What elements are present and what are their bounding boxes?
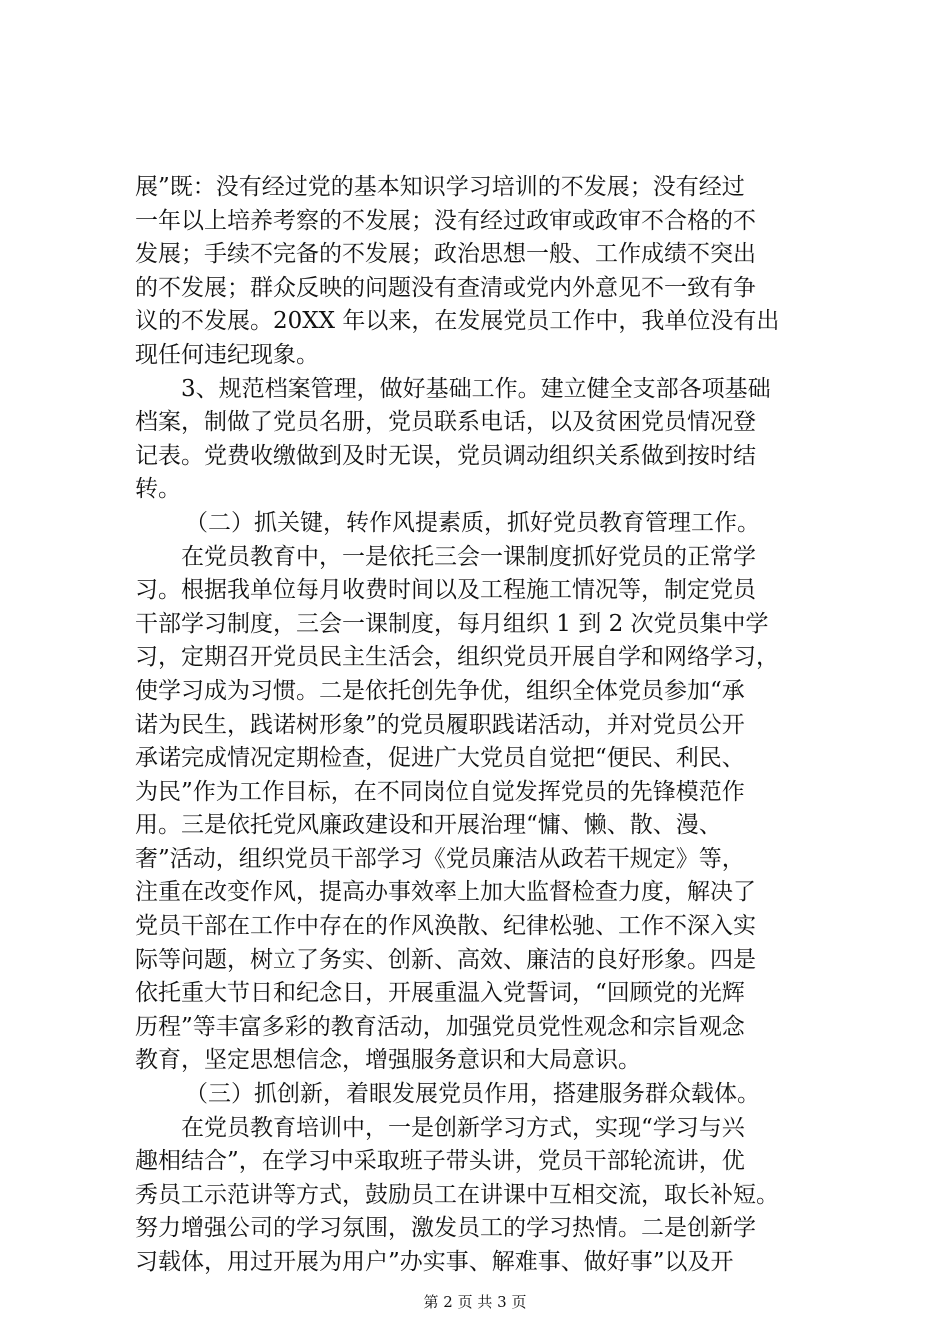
text-line: 教育，坚定思想信念，增强服务意识和大局意识。 — [135, 1047, 641, 1074]
text-line: 承诺完成情况定期检查，促进广大党员自觉把“便民、利民、 — [135, 745, 745, 772]
text-line: 奢”活动，组织党员干部学习《党员廉洁从政若干规定》等， — [135, 845, 745, 872]
text-line: 发展；手续不完备的不发展；政治思想一般、工作成绩不突出 — [135, 241, 756, 268]
text-line: 在党员教育中，一是依托三会一课制度抓好党员的正常学 — [181, 543, 756, 570]
text-line: 用。三是依托党风廉政建设和开展治理“慵、懒、散、漫、 — [135, 812, 722, 839]
section-heading: （三）抓创新，着眼发展党员作用，搭建服务群众载体。 — [185, 1081, 760, 1108]
text-line: 习，定期召开党员民主生活会，组织党员开展自学和网络学习， — [135, 644, 779, 671]
page-footer — [0, 1292, 950, 1312]
text-line: 努力增强公司的学习氛围，激发员工的学习热情。二是创新学 — [135, 1215, 756, 1242]
text-line: 现任何违纪现象。 — [135, 341, 319, 368]
text-line: 使学习成为习惯。二是依托创先争优，组织全体党员参加“承 — [135, 677, 745, 704]
text-line: 转。 — [135, 476, 181, 503]
text-line: 一年以上培养考察的不发展；没有经过政审或政审不合格的不 — [135, 207, 756, 234]
text-line: 历程”等丰富多彩的教育活动，加强党员党性观念和宗旨观念 — [135, 1013, 745, 1040]
text-line: 为民”作为工作目标，在不同岗位自觉发挥党员的先锋模范作 — [135, 778, 745, 805]
text-line: 际等问题，树立了务实、创新、高效、廉洁的良好形象。四是 — [135, 946, 756, 973]
page-number: 第 2 页 共 3 页 — [423, 1293, 527, 1311]
text-line: 习载体，用过开展为用户”办实事、解难事、做好事”以及开 — [135, 1249, 734, 1275]
text-line: 趣相结合”，在学习中采取班子带头讲，党员干部轮流讲，优 — [135, 1148, 745, 1175]
text-line: 档案，制做了党员名册，党员联系电话，以及贫困党员情况登 — [135, 409, 756, 436]
text-line: 议的不发展。20XX 年以来，在发展党员工作中，我单位没有出 — [135, 308, 780, 335]
text-line: 秀员工示范讲等方式，鼓励员工在讲课中互相交流，取长补短。 — [135, 1181, 779, 1208]
text-line: 诺为民生，践诺树形象”的党员履职践诺活动，并对党员公开 — [135, 711, 745, 738]
text-line: 依托重大节日和纪念日，开展重温入党誓词，“回顾党的光辉 — [135, 980, 745, 1007]
text-line: 在党员教育培训中，一是创新学习方式，实现“学习与兴 — [181, 1114, 745, 1141]
text-line: 党员干部在工作中存在的作风涣散、纪律松驰、工作不深入实 — [135, 913, 756, 940]
section-heading: （二）抓关键，转作风提素质，抓好党员教育管理工作。 — [185, 509, 760, 536]
text-line: 习。根据我单位每月收费时间以及工程施工情况等，制定党员 — [135, 577, 756, 604]
text-line: 3、规范档案管理，做好基础工作。建立健全支部各项基础 — [181, 375, 771, 402]
text-line: 记表。党费收缴做到及时无误，党员调动组织关系做到按时结 — [135, 442, 756, 469]
text-line: 展”既：没有经过党的基本知识学习培训的不发展；没有经过 — [135, 174, 745, 200]
text-line: 的不发展；群众反映的问题没有查清或党内外意见不一致有争 — [135, 274, 756, 301]
text-line: 注重在改变作风，提高办事效率上加大监督检查力度，解决了 — [135, 879, 756, 906]
body-text — [135, 171, 825, 1280]
text-line: 干部学习制度，三会一课制度，每月组织 1 到 2 次党员集中学 — [135, 610, 769, 637]
